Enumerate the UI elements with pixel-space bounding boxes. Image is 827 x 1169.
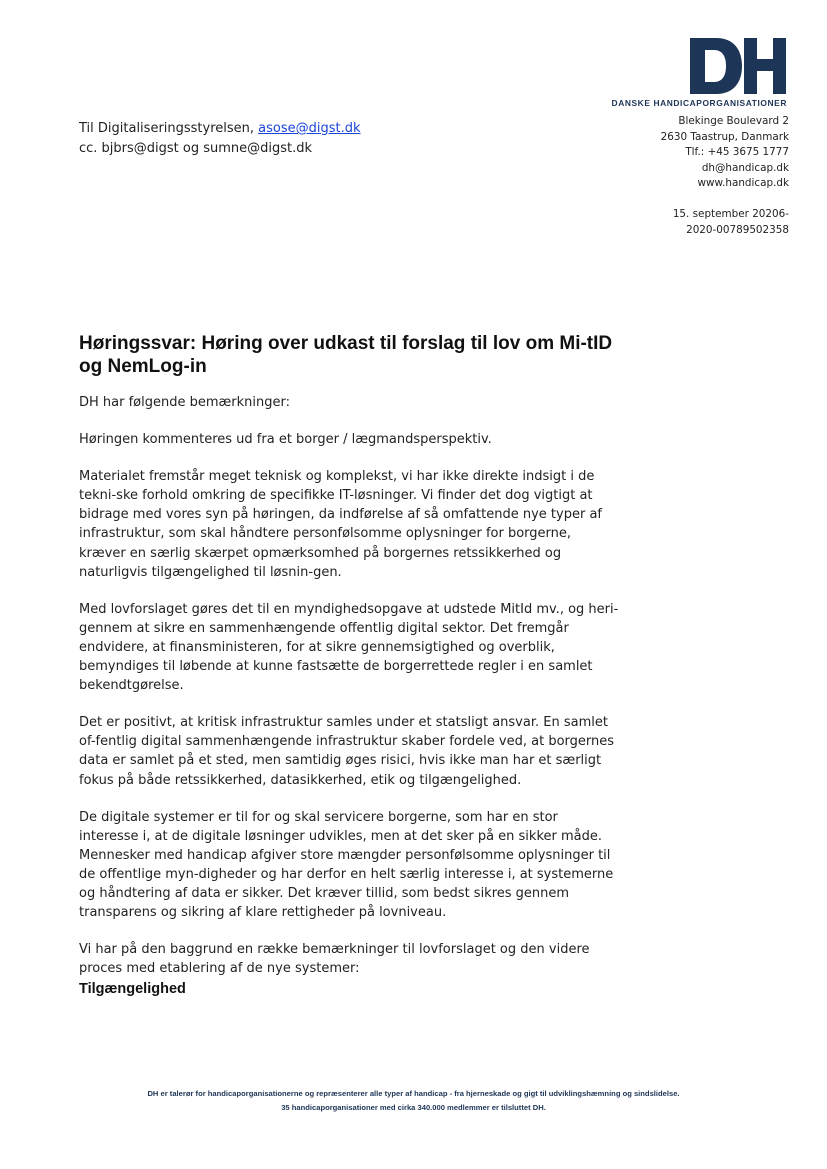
recipient-prefix: Til Digitaliseringsstyrelsen, (79, 121, 259, 136)
paragraph: Høringen kommenteres ud fra et borger / lægmandsperspektiv. (79, 432, 492, 448)
sender-address-1: Blekinge Boulevard 2 (678, 115, 789, 127)
paragraph: De digitale systemer er til for og skal servicere borgerne, som har en stor interesse i, at de digitale løsninger udvikles, men at det sker på en sikker måde. Mennesker med handicap afgiver store mængder personfølsomme oplysninger til de offentlige myn-digheder og har derfor en helt særlig interesse i, at systemerne og håndtering af data er sikker. Det kræver tillid, som bedst sikres gennem transparens og sikring af klare rettigheder på lovniveau. (79, 809, 614, 921)
sender-block (661, 114, 789, 238)
dh-logo (587, 38, 789, 110)
sender-phone: Tlf.: +45 3675 1777 (685, 146, 789, 158)
logo-org-name: DANSKE HANDICAPORGANISATIONER (611, 98, 787, 108)
case-reference: 2020-00789502358 (686, 223, 789, 236)
sender-email: dh@handicap.dk (701, 161, 789, 174)
footer-line-2: 35 handicaporganisationer med cirka 340.000 medlemmer er tilsluttet DH. (281, 1103, 546, 1112)
recipient-line-1 (79, 119, 361, 139)
paragraph: Materialet fremstår meget teknisk og komplekst, vi har ikke direkte indsigt i de tekni-ske forhold omkring de specifikke IT-løsninger. Vi finder det dog vigtigt at bidrage med vores syn på høringen, da indførelse af så omfattende nye typer af infrastruktur, som skal håndtere personfølsomme oplysninger for borgerne, kræver en særlig skærpet opmærksomhed på borgernes retssikkerhed og naturligvis tilgængelighed til løsnin-gen. (79, 469, 602, 580)
letter-date: 15. september 20206- (672, 208, 789, 220)
document-title: Høringssvar: Høring over udkast til forslag til lov om Mi-tID og NemLog-in (79, 333, 613, 377)
paragraph: DH har følgende bemærkninger: (79, 395, 291, 410)
paragraph: Med lovforslaget gøres det til en myndighedsopgave at udstede MitId mv., og heri-gennem at sikre en sammenhængende offentlig digital sektor. Det fremgår endvidere, at finansministeren, for at sikre gennemsigtighed og overblik, bemyndiges til løbende at kunne fastsætte de borgerrettede regler i en samlet bekendtgørelse. (79, 601, 619, 694)
recipient-line-2: cc. bjbrs@digst og sumne@digst.dk (79, 140, 313, 156)
paragraph: Vi har på den baggrund en række bemærkninger til lovforslaget og den videre proces med etablering af de nye systemer: (79, 942, 590, 977)
sender-web: www.handicap.dk (697, 177, 789, 189)
paragraph: Det er positivt, at kritisk infrastruktur samles under et statsligt ansvar. En samlet of-fentlig digital sammenhængende infrastruktur skaber fordele ved, at borgernes data er samlet på et sted, men samtidig øges risici, hvis ikke man har et særligt fokus på både retssikkerhed, datasikkerhed, etik og tilgængelighed. (79, 715, 615, 788)
footer-line-1: DH er talerør for handicaporganisationerne og repræsenterer alle typer af handicap - fra hjerneskade og gigt til udviklingshæmning og sindslidelse. (147, 1089, 680, 1098)
sender-address-2: 2630 Taastrup, Danmark (660, 130, 789, 143)
recipient-email-link[interactable]: asose@digst.dk (258, 121, 361, 136)
section-heading: Tilgængelighed (79, 981, 186, 997)
dh-logo-icon (690, 38, 786, 94)
page-footer (0, 1087, 827, 1115)
sender-spacer (661, 192, 789, 208)
body-text (79, 393, 619, 978)
recipient-block (79, 119, 361, 158)
